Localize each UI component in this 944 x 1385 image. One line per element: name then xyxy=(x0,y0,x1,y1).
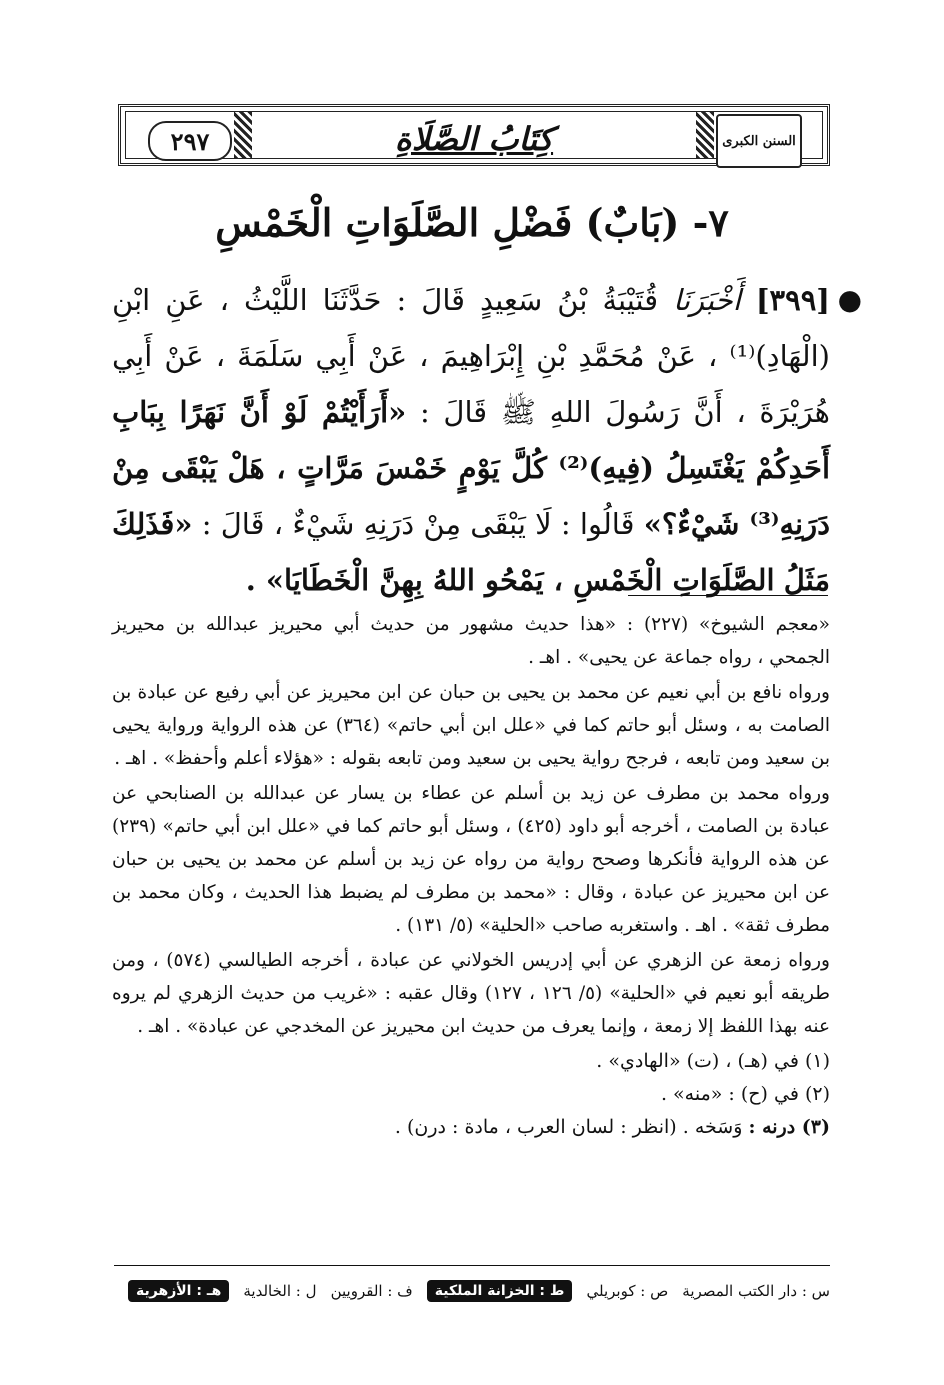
footnote-1: (١) في (هـ) ، (ت) «الهادي» . xyxy=(596,1050,830,1072)
hadith-text xyxy=(112,272,862,608)
hadith-number: [٣٩٩] xyxy=(755,283,831,317)
footnote-separator xyxy=(628,595,828,596)
siglum-t: ط : الخزانة الملكية xyxy=(427,1280,573,1302)
footnote-3-text: وَسَخه . (انظر : لسان العرب ، مادة : درن) . xyxy=(394,1116,743,1138)
ornament-left xyxy=(234,112,252,158)
hadith-line-4c: «فَذَلِكَ مَثَلُ xyxy=(112,507,830,597)
manuscript-sigla xyxy=(128,1276,830,1306)
hadith-line-4b: قَالُوا : لَا يَبْقَى مِنْ دَرَنِهِ شَيْءٌ ، قَالَ : xyxy=(201,507,635,541)
footnote-3-label: (٣) درنه : xyxy=(748,1116,830,1138)
running-title: كِتَابُ الصَّلَاةِ xyxy=(394,120,554,158)
hadith-line-4a: يَبْقَى مِنْ دَرَنِهِ⁽³⁾ شَيْءٌ؟» xyxy=(112,451,831,541)
bottom-rule xyxy=(114,1265,830,1266)
hadith-lead: أَخْبَرَنَا xyxy=(673,283,741,317)
page-number: ٢٩٧ xyxy=(148,121,232,161)
hadith-line-2: مُحَمَّدِ بْنِ إِبْرَاهِيمَ ، عَنْ أَبِي سَلَمَةَ ، عَنْ أَبِي هُرَيْرَةَ ، أَنَّ رَسُولَ اللهِ ﷺ قَالَ : xyxy=(112,339,830,429)
series-logo: السنن الكبرى xyxy=(716,114,802,168)
footnote-2: (٢) في (ح) : «منه» . xyxy=(660,1083,830,1105)
siglum-s: س : دار الكتب المصرية xyxy=(682,1282,830,1300)
siglum-l: ل : الخالدية xyxy=(243,1282,317,1300)
chapter-heading: ٧- (بَابٌ) فَضْلِ الصَّلَوَاتِ الْخَمْسِ xyxy=(215,200,729,245)
page-header-ornament xyxy=(118,104,830,166)
siglum-s2: ص : كوبريلي xyxy=(586,1282,669,1300)
header-inner-frame xyxy=(125,111,823,159)
footnotes xyxy=(112,608,830,1144)
hadith-line-1: قُتَيْبَةُ بْنُ سَعِيدٍ قَالَ : حَدَّثَنَا اللَّيْثُ ، عَنِ ابْنِ (الْهَادِ)⁽¹⁾ ، عَنْ xyxy=(112,283,830,373)
siglum-h: هـ : الأزهرية xyxy=(128,1280,229,1302)
hadith-line-5: الصَّلَوَاتِ الْخَمْسِ ، يَمْحُو اللهُ بِهِنَّ الْخَطَايَا» . xyxy=(245,563,775,597)
bullet-icon: ● xyxy=(837,283,862,316)
ornament-right xyxy=(696,112,714,158)
footnote-paragraph: ورواه محمد بن مطرف عن زيد بن أسلم عن عطاء بن يسار عن عبدالله بن الصنابحي عن عبادة بن الصامت ، أخرجه أبو داود (٤٢٥) ، وسئل أبو حاتم كما في «علل ابن أبي حاتم» (٢٣٩) عن هذه الرواية فأنكرها وصحح رواية من رواه عن زيد بن أسلم عن محمد بن يحيى بن حبان عن ابن محيريز عن عبادة ، وقال : «محمد بن مطرف لم يضبط هذا الحديث ، وكان محمد بن مطرف ثقة» . اهـ . واستغربه صاحب «الحلية» (٥/ ١٣١) . xyxy=(112,783,831,936)
hadith-line-3: «أَرَأَيْتُمْ لَوْ أَنَّ نَهَرًا بِبَابِ أَحَدِكُمْ يَغْتَسِلُ (فِيهِ)⁽²⁾ كُلَّ يَوْمٍ خَمْسَ مَرَّاتٍ ، هَلْ xyxy=(112,395,830,485)
siglum-f: ف : القرويين xyxy=(330,1282,413,1300)
footnote-paragraph: ورواه نافع بن أبي نعيم عن محمد بن يحيى بن حبان عن ابن محيريز عن أبي رفيع عن عبادة بن الصامت به ، وسئل أبو حاتم كما في «علل ابن أبي حاتم» (٣٦٤) عن هذه الرواية ورواية يحيى بن سعيد ومن تابعه ، فرجح رواية يحيى بن سعيد ومن تابعه بقوله : «هؤلاء أعلم وأحفظ» . اهـ . xyxy=(112,682,830,769)
footnote-paragraph: «معجم الشيوخ» (٢٢٧) : «هذا حديث مشهور من حديث أبي محيريز عبدالله بن محيريز الجمحي ، رواه جماعة عن يحيى» . اهـ . xyxy=(112,614,830,668)
footnote-paragraph: ورواه زمعة عن الزهري عن أبي إدريس الخولاني عن عبادة ، أخرجه الطيالسي (٥٧٤) ، ومن طريقه أبو نعيم في «الحلية» (٥/ ١٢٦ ، ١٢٧) وقال عقبه : «غريب من حديث الزهري لم يروه عنه بهذا اللفظ إلا زمعة ، وإنما يعرف من حديث ابن محيريز عن المخدجي عن عبادة» . اهـ . xyxy=(112,950,830,1037)
footnote-3 xyxy=(112,1111,830,1144)
